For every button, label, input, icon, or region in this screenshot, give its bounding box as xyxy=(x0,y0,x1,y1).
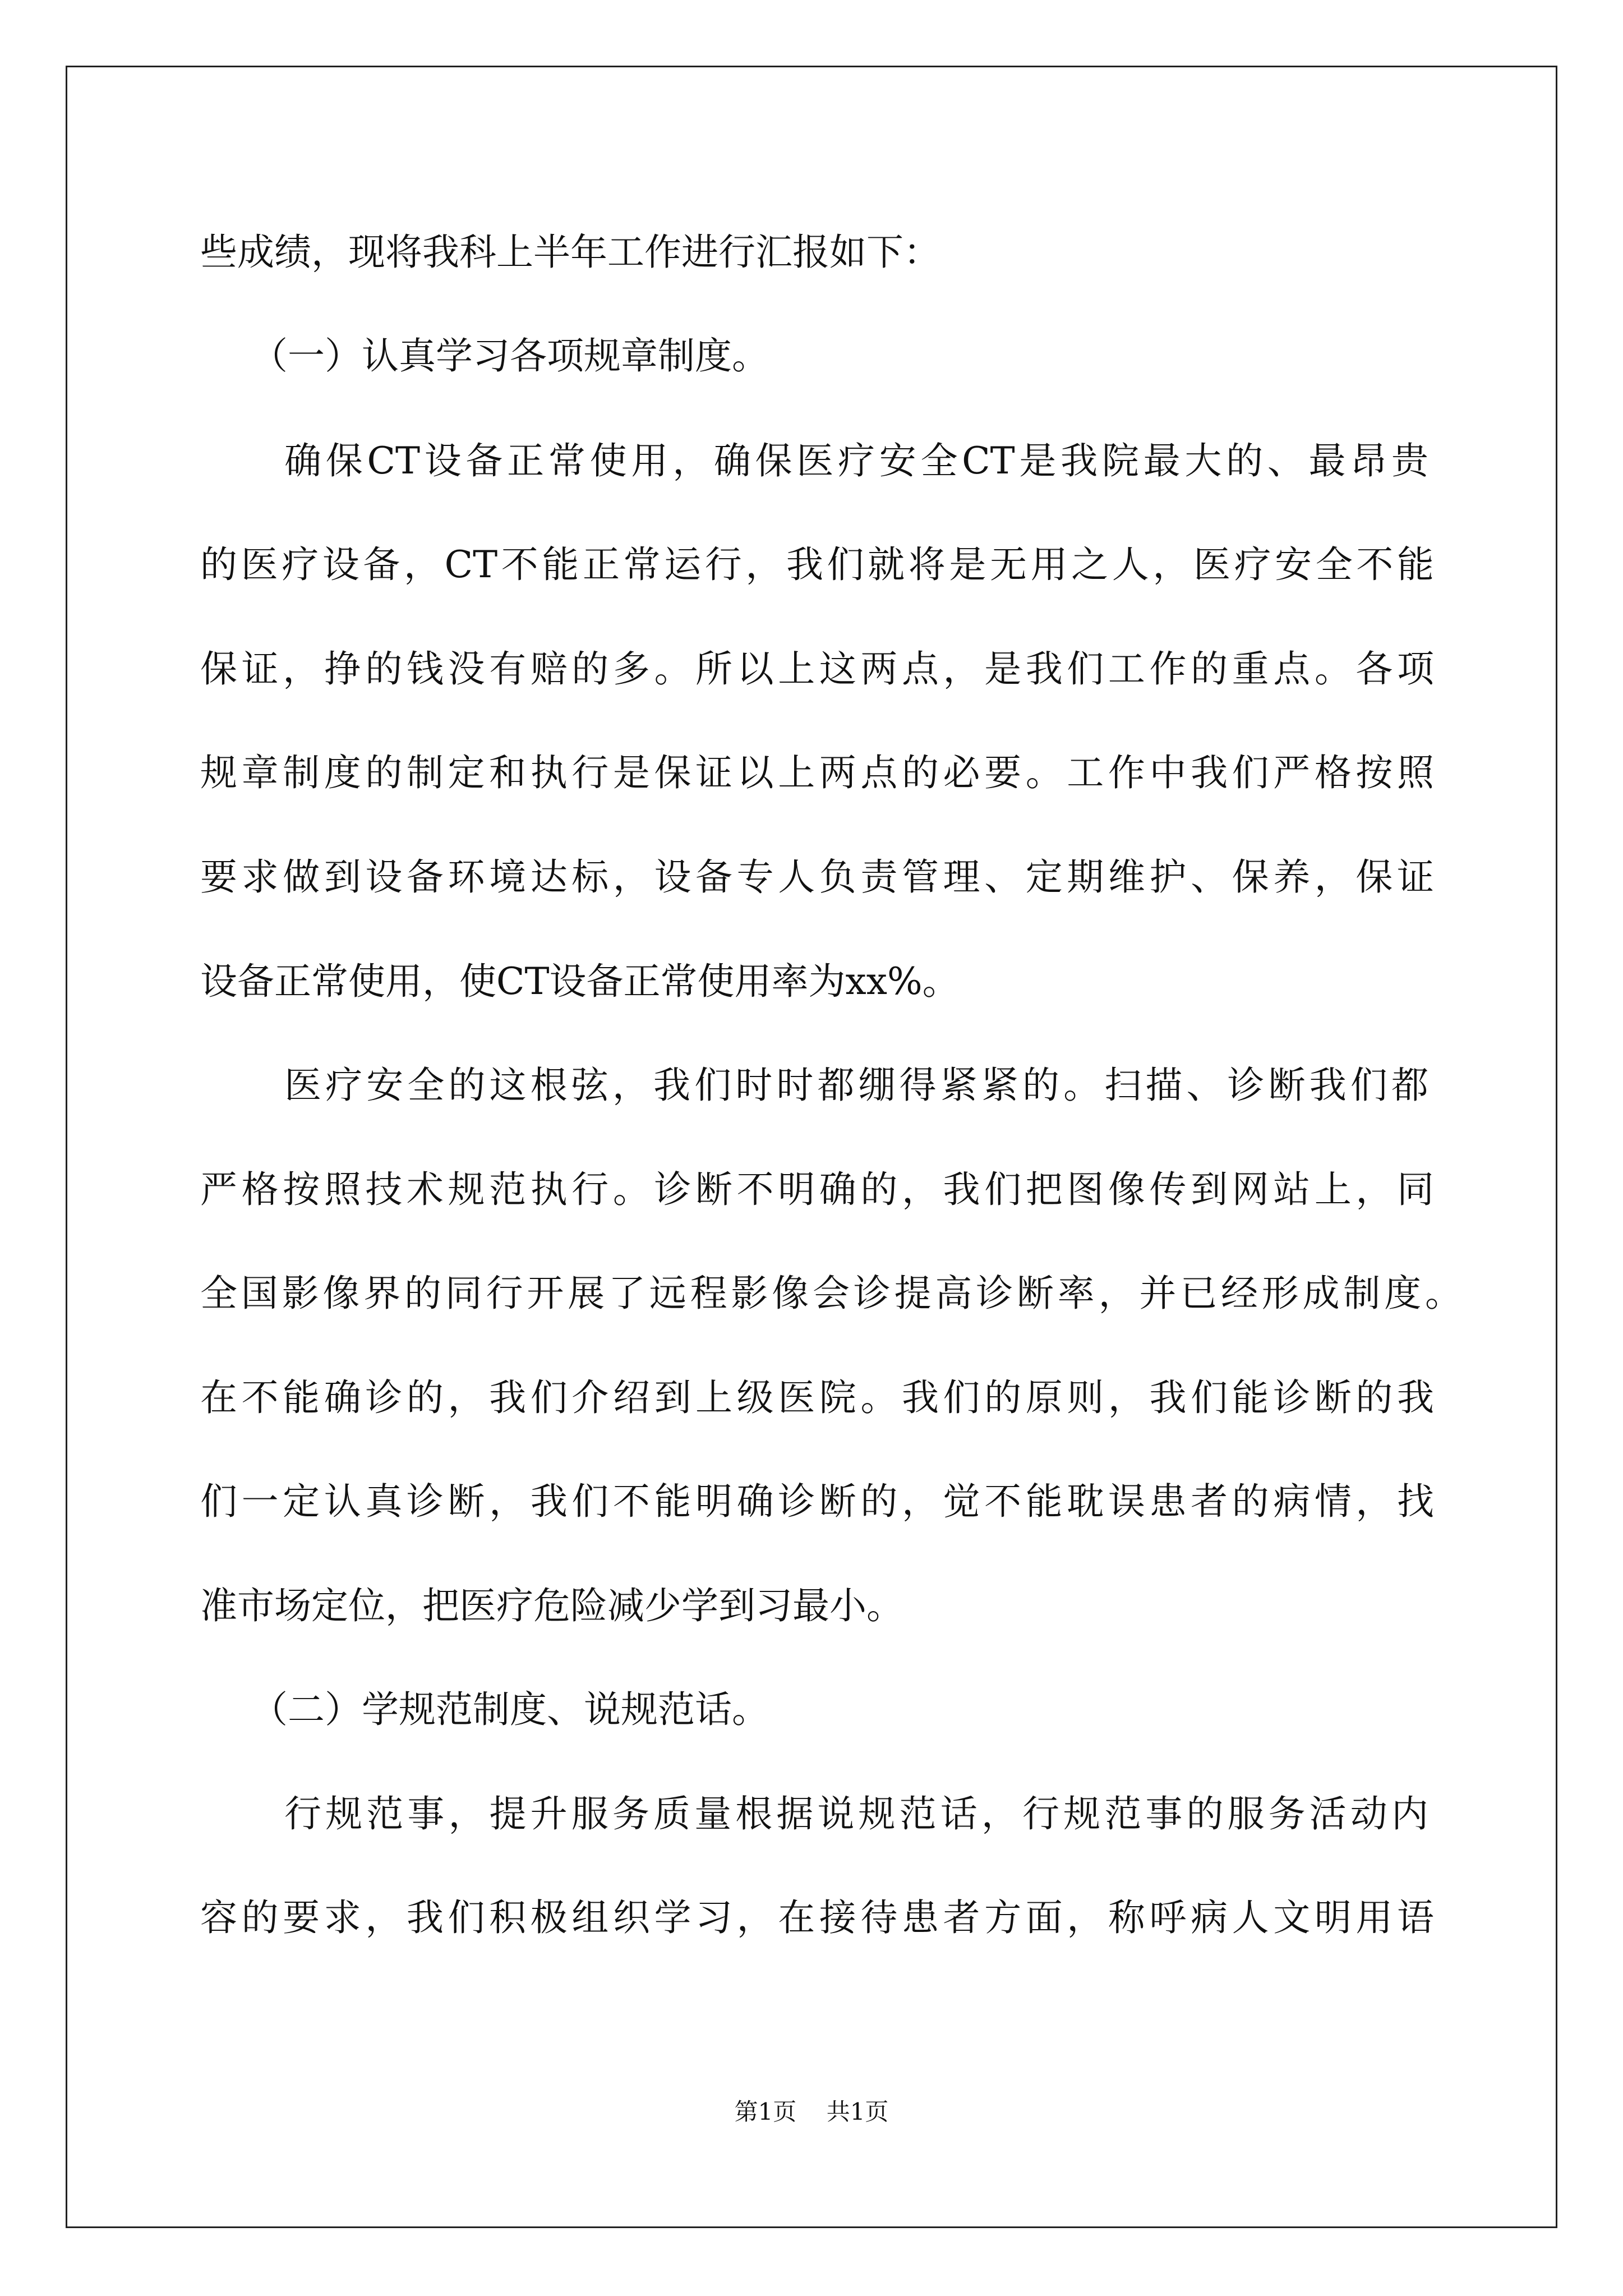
text-line: 设备正常使用，使CT设备正常使用率为xx%。 xyxy=(200,960,960,1003)
text-line: 的医疗设备，CT不能正常运行，我们就将是无用之人，医疗安全不能 xyxy=(200,543,1434,586)
text-line: 要求做到设备环境达标，设备专人负责管理、定期维护、保养，保证 xyxy=(200,855,1434,899)
text-line: 严格按照技术规范执行。诊断不明确的，我们把图像传到网站上，同 xyxy=(200,1168,1434,1211)
text-line: 容的要求，我们积极组织学习，在接待患者方面，称呼病人文明用语 xyxy=(200,1896,1434,1939)
text-line: 规章制度的制定和执行是保证以上两点的必要。工作中我们严格按照 xyxy=(200,751,1434,794)
text-line: 些成绩，现将我科上半年工作进行汇报如下： xyxy=(200,231,940,274)
text-line: 准市场定位，把医疗危险减少学到习最小。 xyxy=(200,1584,903,1627)
section-heading: （二）学规范制度、说规范话。 xyxy=(251,1688,769,1731)
section-heading: （一）认真学习各项规章制度。 xyxy=(251,334,769,378)
page-number: 第1页 xyxy=(734,2098,797,2125)
text-line: 全国影像界的同行开展了远程影像会诊提高诊断率，并已经形成制度。 xyxy=(200,1272,1462,1315)
paragraph-first-line: 确保CT设备正常使用，确保医疗安全CT是我院最大的、最昂贵 xyxy=(284,439,1428,482)
text-line: 们一定认真诊断，我们不能明确诊断的，觉不能耽误患者的病情，找 xyxy=(200,1480,1434,1523)
paragraph-first-line: 行规范事，提升服务质量根据说规范话，行规范事的服务活动内 xyxy=(284,1792,1428,1835)
paragraph-first-line: 医疗安全的这根弦，我们时时都绷得紧紧的。扫描、诊断我们都 xyxy=(284,1064,1428,1107)
page-footer xyxy=(0,2095,1623,2129)
text-line: 在不能确诊的，我们介绍到上级医院。我们的原则，我们能诊断的我 xyxy=(200,1376,1434,1419)
page-total: 共1页 xyxy=(826,2098,889,2125)
text-line: 保证，挣的钱没有赔的多。所以上这两点，是我们工作的重点。各项 xyxy=(200,647,1434,691)
